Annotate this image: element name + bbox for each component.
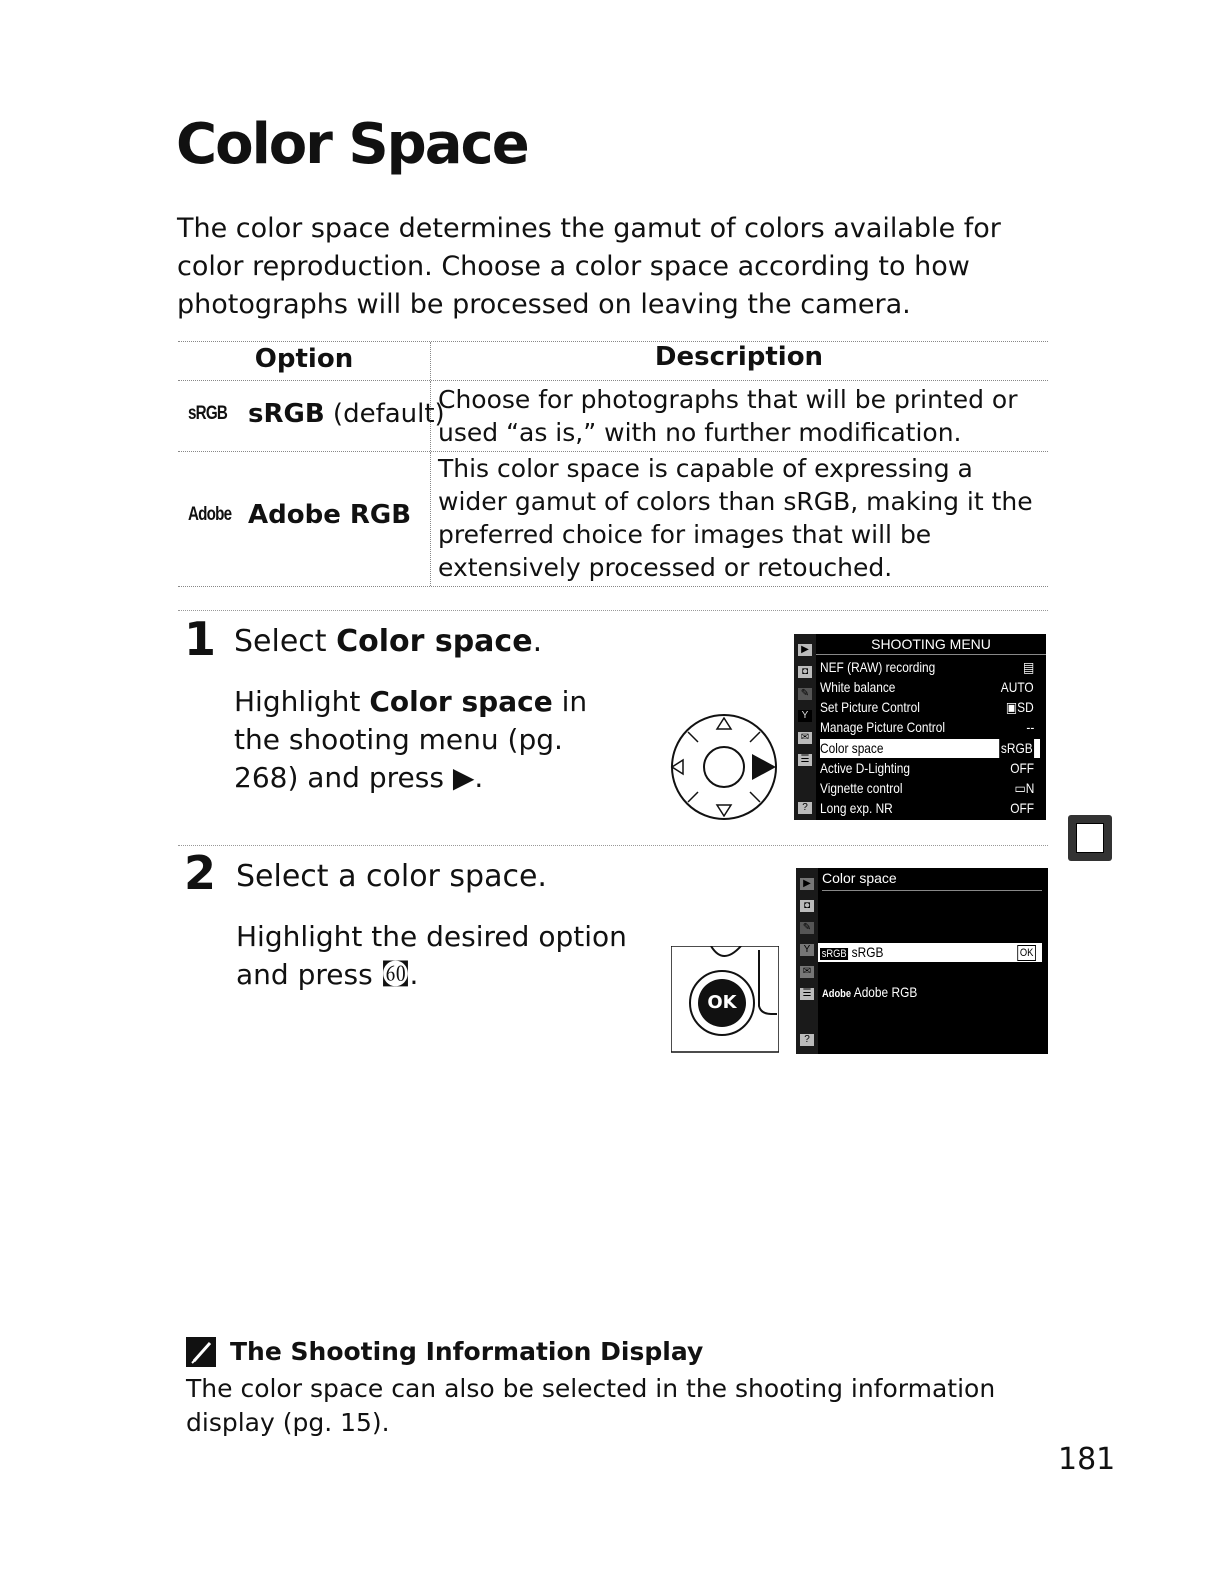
- menu-title: Color space: [822, 870, 1042, 891]
- note-body: The color space can also be selected in the shooting information display (pg. 15).: [186, 1374, 996, 1437]
- menu-item-value: --: [1026, 719, 1034, 735]
- option-label: Adobe RGB: [853, 984, 918, 1000]
- table-row: [178, 452, 1048, 587]
- options-table: [178, 341, 1048, 587]
- menu-item[interactable]: [820, 759, 1040, 778]
- color-space-screen: [796, 868, 1048, 1054]
- option-description: Choose for photographs that will be printed or used “as is,” with no further modification.: [438, 385, 1018, 447]
- option-name-bold: Adobe RGB: [248, 500, 412, 530]
- recent-icon: ☰: [800, 988, 814, 1000]
- pencil-icon: ✎: [798, 688, 812, 700]
- camera-icon: ◘: [798, 666, 812, 678]
- menu-item-label: Color space: [820, 740, 884, 756]
- shooting-menu-tab-icon: [1068, 815, 1112, 861]
- retouch-icon: ✉: [800, 966, 814, 978]
- menu-item[interactable]: [820, 658, 1040, 677]
- step-number: 1: [184, 612, 217, 666]
- shooting-menu-screen: [794, 634, 1046, 820]
- step-heading-bold: Color space: [336, 624, 533, 659]
- menu-item[interactable]: [820, 698, 1040, 717]
- step-body-bold: Color space: [369, 685, 553, 718]
- adobe-icon: Adobe: [188, 504, 232, 525]
- playback-icon: ▶: [798, 644, 812, 656]
- menu-item-label: NEF (RAW) recording: [820, 659, 936, 675]
- step-body-text: Highlight: [234, 685, 370, 718]
- option-name: [248, 500, 411, 530]
- ok-button-illustration: [671, 946, 779, 1054]
- menu-item-value: sRGB: [1000, 740, 1033, 756]
- srgb-icon: sRGB: [188, 403, 228, 424]
- option-name-suffix: (default): [324, 399, 445, 429]
- menu-item-label: Manage Picture Control: [820, 719, 946, 735]
- option-label: sRGB: [851, 944, 884, 960]
- ok-button-label: OK: [707, 992, 737, 1013]
- menu-title: SHOOTING MENU: [816, 636, 1046, 655]
- option-srgb[interactable]: [818, 943, 1042, 962]
- help-icon: ?: [800, 1034, 814, 1046]
- menu-item-label: White balance: [820, 679, 896, 695]
- option-description: This color space is capable of expressing a wider gamut of colors than sRGB, making it the preferred choice for images that will be extensively processed or retouched.: [438, 454, 1033, 582]
- step-heading-suffix: .: [532, 624, 543, 659]
- menu-item-value: OFF: [1010, 800, 1034, 816]
- help-icon: ?: [798, 802, 812, 814]
- menu-item-label: Set Picture Control: [820, 699, 920, 715]
- intro-paragraph: The color space determines the gamut of colors available for color reproduction. Choose a color space according to how photographs will be processed on leaving the camera.: [177, 213, 1001, 320]
- header-option: Option: [254, 344, 354, 374]
- table-row: [178, 381, 1048, 452]
- step-body-suffix: in the shooting menu (pg. 268) and press ▶.: [234, 685, 588, 794]
- note-title: The Shooting Information Display: [230, 1337, 704, 1366]
- divider: [178, 610, 1048, 611]
- menu-item-color-space[interactable]: [820, 739, 1040, 758]
- retouch-icon: ✉: [798, 732, 812, 744]
- step-heading-text: Select: [234, 624, 337, 659]
- table-header: [178, 341, 1048, 381]
- divider: [178, 845, 1048, 846]
- pencil-icon: ✎: [800, 922, 814, 934]
- adobe-icon: Adobe: [822, 988, 852, 1000]
- menu-item[interactable]: [820, 718, 1040, 737]
- ok-icon: OK: [1017, 945, 1036, 961]
- menu-item-label: Active D-Lighting: [820, 760, 910, 776]
- step-heading: [234, 624, 542, 659]
- menu-item[interactable]: [820, 799, 1040, 818]
- menu-item-value: OFF: [1010, 760, 1034, 776]
- step-number: 2: [184, 846, 217, 900]
- menu-item-value: AUTO: [1001, 679, 1034, 695]
- page-number: 181: [1058, 1442, 1116, 1477]
- wrench-icon: Y: [798, 710, 812, 722]
- camera-icon: ◘: [800, 900, 814, 912]
- menu-item[interactable]: [820, 678, 1040, 697]
- step-body: [234, 683, 634, 797]
- step-body: Highlight the desired option and press ㉍.: [236, 920, 627, 991]
- recent-icon: ☰: [798, 754, 812, 766]
- menu-item-label: Vignette control: [820, 780, 903, 796]
- srgb-icon: sRGB: [821, 948, 847, 960]
- menu-item-label: Long exp. NR: [820, 800, 893, 816]
- page-title: Color Space: [176, 112, 528, 177]
- multi-selector-icon: [668, 712, 780, 822]
- note-pencil-icon: [186, 1337, 216, 1367]
- option-name: [248, 399, 445, 429]
- menu-item[interactable]: [820, 779, 1040, 798]
- option-name-bold: sRGB: [248, 399, 325, 429]
- wrench-icon: Y: [800, 944, 814, 956]
- menu-item-value: ▤: [1022, 659, 1034, 675]
- playback-icon: ▶: [800, 878, 814, 890]
- step-heading: Select a color space.: [236, 859, 547, 894]
- menu-item-value: ▭N: [1014, 780, 1034, 796]
- header-description: Description: [654, 342, 824, 372]
- menu-item-value: ▣SD: [1006, 699, 1034, 715]
- option-adobe-rgb[interactable]: [822, 983, 1042, 1002]
